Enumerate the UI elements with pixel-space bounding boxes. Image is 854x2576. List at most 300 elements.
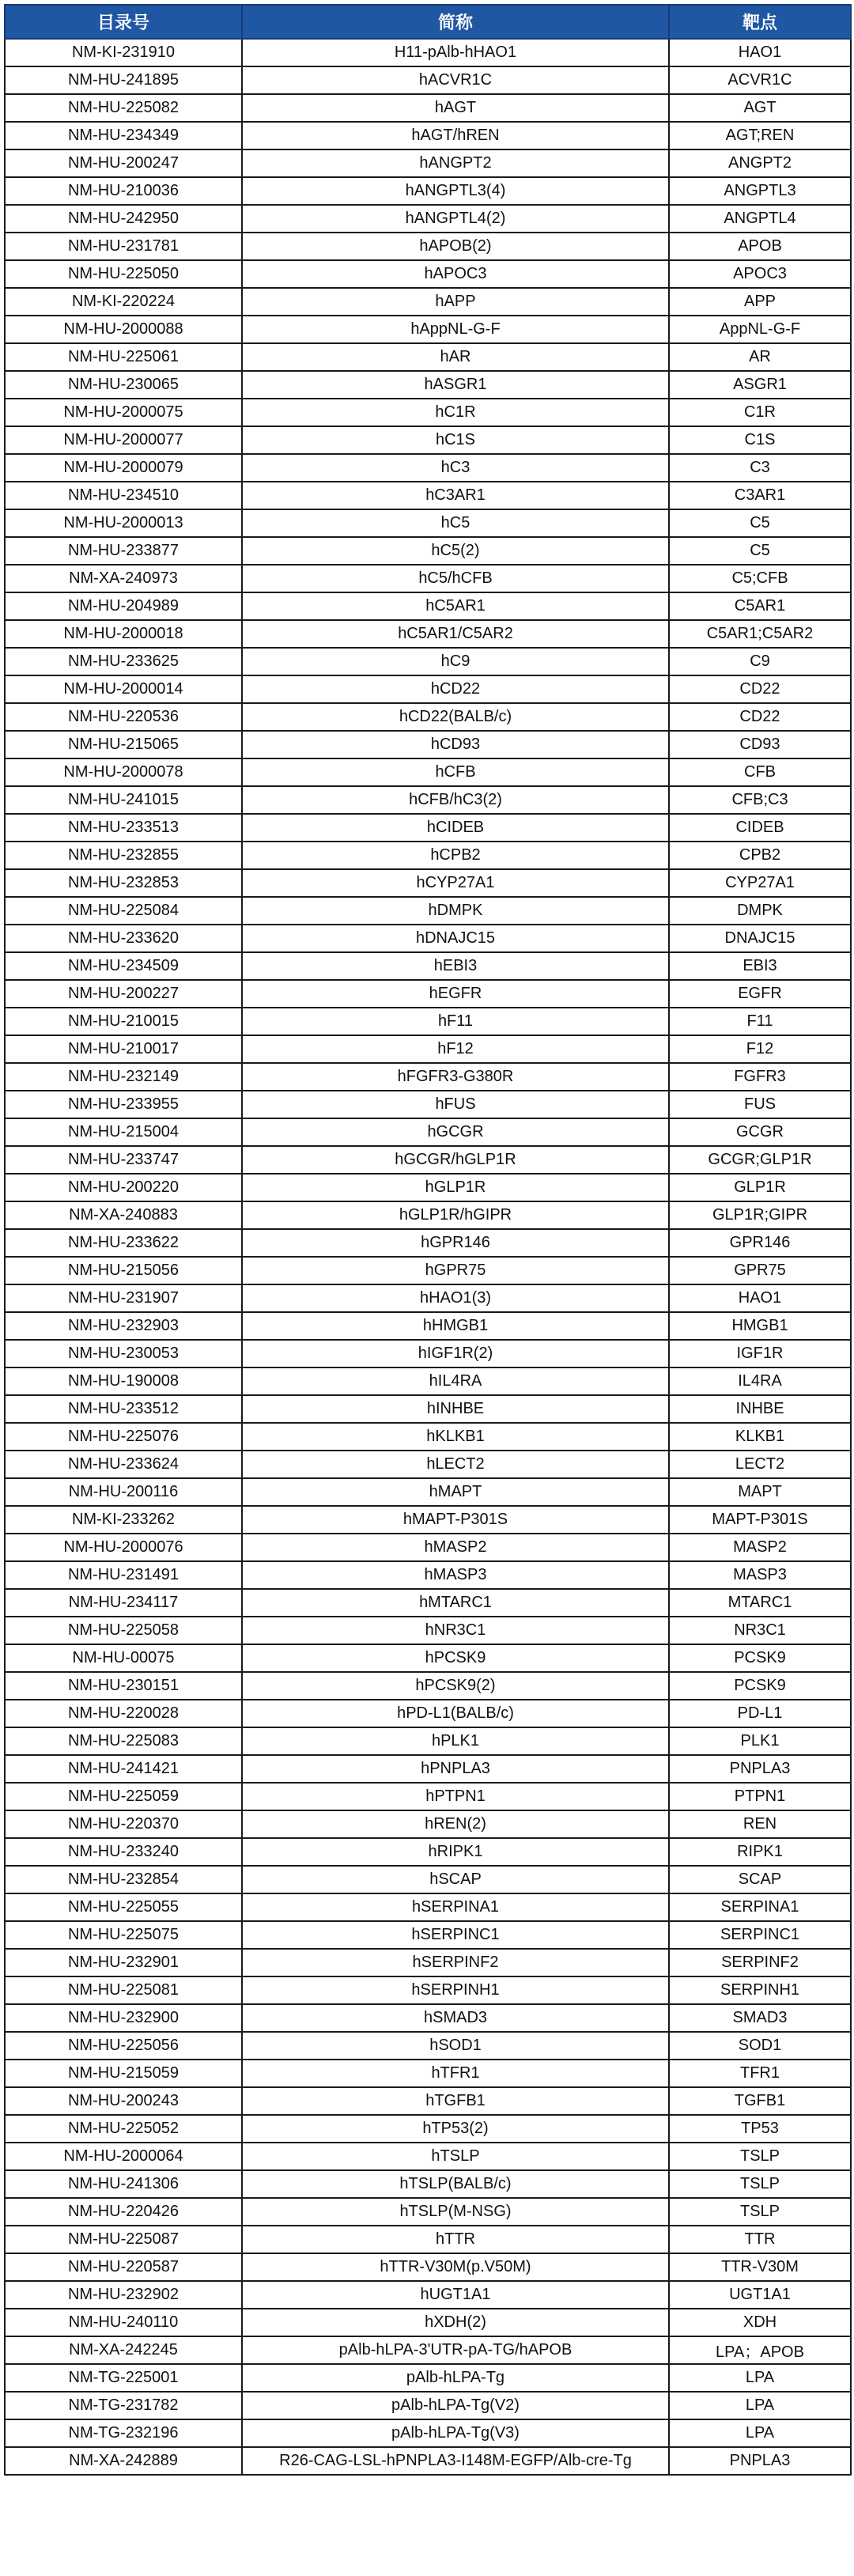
cell-catalog-number: NM-HU-210017 bbox=[5, 1035, 242, 1063]
table-row bbox=[5, 2170, 851, 2198]
cell-target: SERPINF2 bbox=[669, 1949, 851, 1976]
cell-target: GPR146 bbox=[669, 1229, 851, 1257]
cell-target: ANGPT2 bbox=[669, 149, 851, 177]
cell-catalog-number: NM-HU-233620 bbox=[5, 925, 242, 952]
cell-target: XDH bbox=[669, 2309, 851, 2336]
cell-target: SCAP bbox=[669, 1866, 851, 1893]
cell-target: DMPK bbox=[669, 897, 851, 925]
cell-short-name: hC1R bbox=[242, 399, 669, 426]
cell-catalog-number: NM-HU-225052 bbox=[5, 2115, 242, 2143]
cell-catalog-number: NM-HU-230065 bbox=[5, 371, 242, 399]
cell-catalog-number: NM-HU-233513 bbox=[5, 814, 242, 842]
header-short-name: 简称 bbox=[242, 5, 669, 39]
table-row bbox=[5, 2336, 851, 2364]
cell-catalog-number: NM-HU-2000013 bbox=[5, 509, 242, 537]
cell-short-name: hDMPK bbox=[242, 897, 669, 925]
table-row bbox=[5, 1866, 851, 1893]
cell-catalog-number: NM-HU-225058 bbox=[5, 1617, 242, 1644]
cell-catalog-number: NM-HU-232900 bbox=[5, 2004, 242, 2032]
table-row bbox=[5, 2447, 851, 2475]
cell-target: SERPINC1 bbox=[669, 1921, 851, 1949]
table-row bbox=[5, 925, 851, 952]
cell-target: MTARC1 bbox=[669, 1589, 851, 1617]
table-row bbox=[5, 1035, 851, 1063]
cell-target: TSLP bbox=[669, 2143, 851, 2170]
table-row bbox=[5, 260, 851, 288]
cell-target: ANGPTL4 bbox=[669, 205, 851, 233]
cell-short-name: hHAO1(3) bbox=[242, 1284, 669, 1312]
cell-target: CD93 bbox=[669, 731, 851, 758]
table-row bbox=[5, 648, 851, 675]
cell-short-name: hCIDEB bbox=[242, 814, 669, 842]
table-row bbox=[5, 1146, 851, 1174]
cell-catalog-number: NM-HU-200247 bbox=[5, 149, 242, 177]
cell-short-name: hEBI3 bbox=[242, 952, 669, 980]
cell-short-name: hTSLP bbox=[242, 2143, 669, 2170]
cell-catalog-number: NM-HU-230053 bbox=[5, 1340, 242, 1367]
cell-short-name: hSERPINF2 bbox=[242, 1949, 669, 1976]
cell-catalog-number: NM-HU-215004 bbox=[5, 1118, 242, 1146]
cell-short-name: hREN(2) bbox=[242, 1810, 669, 1838]
cell-short-name: hIL4RA bbox=[242, 1367, 669, 1395]
cell-target: APOB bbox=[669, 233, 851, 260]
cell-catalog-number: NM-HU-232854 bbox=[5, 1866, 242, 1893]
cell-target: MASP3 bbox=[669, 1561, 851, 1589]
cell-catalog-number: NM-HU-232853 bbox=[5, 869, 242, 897]
cell-catalog-number: NM-HU-241015 bbox=[5, 786, 242, 814]
cell-short-name: hPLK1 bbox=[242, 1727, 669, 1755]
cell-catalog-number: NM-HU-232903 bbox=[5, 1312, 242, 1340]
table-row bbox=[5, 592, 851, 620]
cell-catalog-number: NM-XA-242889 bbox=[5, 2447, 242, 2475]
cell-short-name: hANGPTL4(2) bbox=[242, 205, 669, 233]
cell-target: TTR-V30M bbox=[669, 2253, 851, 2281]
cell-catalog-number: NM-HU-241421 bbox=[5, 1755, 242, 1783]
cell-short-name: hACVR1C bbox=[242, 66, 669, 94]
cell-catalog-number: NM-XA-242245 bbox=[5, 2336, 242, 2364]
table-row bbox=[5, 620, 851, 648]
cell-target: GCGR bbox=[669, 1118, 851, 1146]
cell-target: CD22 bbox=[669, 703, 851, 731]
cell-target: TSLP bbox=[669, 2198, 851, 2226]
cell-catalog-number: NM-HU-190008 bbox=[5, 1367, 242, 1395]
table-row bbox=[5, 177, 851, 205]
cell-catalog-number: NM-HU-234349 bbox=[5, 122, 242, 149]
cell-target: APOC3 bbox=[669, 260, 851, 288]
cell-short-name: hMAPT-P301S bbox=[242, 1506, 669, 1534]
cell-catalog-number: NM-HU-241306 bbox=[5, 2170, 242, 2198]
cell-short-name: hGCGR/hGLP1R bbox=[242, 1146, 669, 1174]
table-row bbox=[5, 1451, 851, 1478]
cell-catalog-number: NM-HU-232855 bbox=[5, 842, 242, 869]
cell-short-name: hKLKB1 bbox=[242, 1423, 669, 1451]
cell-short-name: hCFB bbox=[242, 758, 669, 786]
table-row bbox=[5, 94, 851, 122]
cell-catalog-number: NM-XA-240883 bbox=[5, 1201, 242, 1229]
cell-target: C5AR1;C5AR2 bbox=[669, 620, 851, 648]
table-row bbox=[5, 731, 851, 758]
cell-catalog-number: NM-TG-231782 bbox=[5, 2392, 242, 2419]
cell-catalog-number: NM-HU-233955 bbox=[5, 1091, 242, 1118]
table-row bbox=[5, 2004, 851, 2032]
cell-catalog-number: NM-HU-233625 bbox=[5, 648, 242, 675]
cell-catalog-number: NM-HU-233877 bbox=[5, 537, 242, 565]
cell-target: SOD1 bbox=[669, 2032, 851, 2060]
cell-short-name: hSERPINC1 bbox=[242, 1921, 669, 1949]
cell-short-name: hCFB/hC3(2) bbox=[242, 786, 669, 814]
cell-target: ANGPTL3 bbox=[669, 177, 851, 205]
cell-short-name: hCYP27A1 bbox=[242, 869, 669, 897]
table-row bbox=[5, 1672, 851, 1700]
table-row bbox=[5, 2198, 851, 2226]
table-row bbox=[5, 1118, 851, 1146]
cell-target: PCSK9 bbox=[669, 1644, 851, 1672]
cell-target: C5AR1 bbox=[669, 592, 851, 620]
cell-short-name: hCD22(BALB/c) bbox=[242, 703, 669, 731]
cell-short-name: hANGPTL3(4) bbox=[242, 177, 669, 205]
table-row bbox=[5, 2060, 851, 2087]
cell-short-name: pAlb-hLPA-3'UTR-pA-TG/hAPOB bbox=[242, 2336, 669, 2364]
cell-target: EGFR bbox=[669, 980, 851, 1008]
table-row bbox=[5, 1257, 851, 1284]
table-row bbox=[5, 1478, 851, 1506]
cell-catalog-number: NM-HU-2000014 bbox=[5, 675, 242, 703]
cell-target: LPA bbox=[669, 2364, 851, 2392]
cell-short-name: hFGFR3-G380R bbox=[242, 1063, 669, 1091]
table-row bbox=[5, 786, 851, 814]
cell-catalog-number: NM-HU-233240 bbox=[5, 1838, 242, 1866]
cell-catalog-number: NM-KI-231910 bbox=[5, 39, 242, 66]
cell-short-name: hTFR1 bbox=[242, 2060, 669, 2087]
table-row bbox=[5, 1921, 851, 1949]
cell-catalog-number: NM-HU-225084 bbox=[5, 897, 242, 925]
cell-target: SERPINH1 bbox=[669, 1976, 851, 2004]
cell-catalog-number: NM-HU-2000079 bbox=[5, 454, 242, 482]
table-row bbox=[5, 122, 851, 149]
cell-target: DNAJC15 bbox=[669, 925, 851, 952]
table-row bbox=[5, 1008, 851, 1035]
cell-short-name: hUGT1A1 bbox=[242, 2281, 669, 2309]
table-row bbox=[5, 2032, 851, 2060]
cell-catalog-number: NM-HU-210015 bbox=[5, 1008, 242, 1035]
cell-short-name: hFUS bbox=[242, 1091, 669, 1118]
cell-target: LPA bbox=[669, 2419, 851, 2447]
cell-catalog-number: NM-HU-225059 bbox=[5, 1783, 242, 1810]
cell-catalog-number: NM-TG-225001 bbox=[5, 2364, 242, 2392]
cell-target: AGT bbox=[669, 94, 851, 122]
cell-target: CFB;C3 bbox=[669, 786, 851, 814]
cell-target: HAO1 bbox=[669, 1284, 851, 1312]
cell-short-name: hSMAD3 bbox=[242, 2004, 669, 2032]
cell-catalog-number: NM-HU-2000064 bbox=[5, 2143, 242, 2170]
cell-target: PD-L1 bbox=[669, 1700, 851, 1727]
cell-catalog-number: NM-HU-2000078 bbox=[5, 758, 242, 786]
cell-catalog-number: NM-HU-232149 bbox=[5, 1063, 242, 1091]
cell-target: ACVR1C bbox=[669, 66, 851, 94]
cell-target: HMGB1 bbox=[669, 1312, 851, 1340]
cell-catalog-number: NM-HU-231907 bbox=[5, 1284, 242, 1312]
cell-short-name: hSCAP bbox=[242, 1866, 669, 1893]
cell-short-name: hC5(2) bbox=[242, 537, 669, 565]
cell-target: PNPLA3 bbox=[669, 2447, 851, 2475]
cell-target: TGFB1 bbox=[669, 2087, 851, 2115]
cell-target: TSLP bbox=[669, 2170, 851, 2198]
cell-catalog-number: NM-HU-2000077 bbox=[5, 426, 242, 454]
cell-target: LPA bbox=[669, 2392, 851, 2419]
table-row bbox=[5, 1893, 851, 1921]
cell-short-name: hINHBE bbox=[242, 1395, 669, 1423]
cell-catalog-number: NM-HU-200116 bbox=[5, 1478, 242, 1506]
cell-target: UGT1A1 bbox=[669, 2281, 851, 2309]
cell-catalog-number: NM-HU-220587 bbox=[5, 2253, 242, 2281]
cell-target: SERPINA1 bbox=[669, 1893, 851, 1921]
table-row bbox=[5, 2087, 851, 2115]
table-row bbox=[5, 897, 851, 925]
table-row bbox=[5, 1617, 851, 1644]
cell-short-name: hSERPINA1 bbox=[242, 1893, 669, 1921]
table-row bbox=[5, 2226, 851, 2253]
table-row bbox=[5, 980, 851, 1008]
cell-short-name: hRIPK1 bbox=[242, 1838, 669, 1866]
cell-short-name: hIGF1R(2) bbox=[242, 1340, 669, 1367]
cell-catalog-number: NM-HU-200220 bbox=[5, 1174, 242, 1201]
cell-short-name: hGCGR bbox=[242, 1118, 669, 1146]
cell-short-name: hPTPN1 bbox=[242, 1783, 669, 1810]
table-row bbox=[5, 371, 851, 399]
table-row bbox=[5, 316, 851, 343]
cell-target: CFB bbox=[669, 758, 851, 786]
cell-catalog-number: NM-HU-225083 bbox=[5, 1727, 242, 1755]
cell-catalog-number: NM-HU-225056 bbox=[5, 2032, 242, 2060]
cell-target: MASP2 bbox=[669, 1534, 851, 1561]
cell-target: TTR bbox=[669, 2226, 851, 2253]
table-row bbox=[5, 2309, 851, 2336]
table-row bbox=[5, 952, 851, 980]
cell-short-name: hTP53(2) bbox=[242, 2115, 669, 2143]
cell-short-name: hSERPINH1 bbox=[242, 1976, 669, 2004]
header-target: 靶点 bbox=[669, 5, 851, 39]
cell-target: GPR75 bbox=[669, 1257, 851, 1284]
cell-target: C5;CFB bbox=[669, 565, 851, 592]
cell-target: AR bbox=[669, 343, 851, 371]
cell-target: AGT;REN bbox=[669, 122, 851, 149]
table-row bbox=[5, 565, 851, 592]
cell-catalog-number: NM-HU-200227 bbox=[5, 980, 242, 1008]
cell-catalog-number: NM-HU-215059 bbox=[5, 2060, 242, 2087]
table-row bbox=[5, 1340, 851, 1367]
cell-short-name: hPD-L1(BALB/c) bbox=[242, 1700, 669, 1727]
cell-catalog-number: NM-HU-2000075 bbox=[5, 399, 242, 426]
table-row bbox=[5, 537, 851, 565]
cell-target: INHBE bbox=[669, 1395, 851, 1423]
cell-catalog-number: NM-TG-232196 bbox=[5, 2419, 242, 2447]
cell-target: CIDEB bbox=[669, 814, 851, 842]
cell-short-name: hPNPLA3 bbox=[242, 1755, 669, 1783]
cell-target: APP bbox=[669, 288, 851, 316]
table-row bbox=[5, 66, 851, 94]
cell-target: GCGR;GLP1R bbox=[669, 1146, 851, 1174]
cell-catalog-number: NM-HU-225061 bbox=[5, 343, 242, 371]
table-row bbox=[5, 1838, 851, 1866]
cell-catalog-number: NM-HU-231781 bbox=[5, 233, 242, 260]
cell-catalog-number: NM-HU-225050 bbox=[5, 260, 242, 288]
cell-target: RIPK1 bbox=[669, 1838, 851, 1866]
cell-catalog-number: NM-HU-233624 bbox=[5, 1451, 242, 1478]
cell-short-name: hAppNL-G-F bbox=[242, 316, 669, 343]
table-row bbox=[5, 1589, 851, 1617]
cell-catalog-number: NM-HU-225082 bbox=[5, 94, 242, 122]
table-row bbox=[5, 454, 851, 482]
cell-short-name: hGLP1R bbox=[242, 1174, 669, 1201]
cell-target: AppNL-G-F bbox=[669, 316, 851, 343]
cell-target: EBI3 bbox=[669, 952, 851, 980]
cell-catalog-number: NM-HU-242950 bbox=[5, 205, 242, 233]
catalog-table-container bbox=[4, 4, 850, 2476]
cell-short-name: hPCSK9(2) bbox=[242, 1672, 669, 1700]
table-header bbox=[5, 5, 851, 39]
table-row bbox=[5, 869, 851, 897]
table-row bbox=[5, 288, 851, 316]
cell-short-name: hC1S bbox=[242, 426, 669, 454]
cell-short-name: hCD22 bbox=[242, 675, 669, 703]
table-row bbox=[5, 703, 851, 731]
table-row bbox=[5, 2281, 851, 2309]
table-row bbox=[5, 1201, 851, 1229]
cell-target: CD22 bbox=[669, 675, 851, 703]
cell-short-name: hLECT2 bbox=[242, 1451, 669, 1478]
table-row bbox=[5, 426, 851, 454]
table-row bbox=[5, 2143, 851, 2170]
cell-target: HAO1 bbox=[669, 39, 851, 66]
table-row bbox=[5, 2419, 851, 2447]
cell-catalog-number: NM-HU-00075 bbox=[5, 1644, 242, 1672]
cell-short-name: hAGT bbox=[242, 94, 669, 122]
cell-short-name: hMASP3 bbox=[242, 1561, 669, 1589]
cell-target: GLP1R bbox=[669, 1174, 851, 1201]
table-row bbox=[5, 1755, 851, 1783]
cell-short-name: hGPR146 bbox=[242, 1229, 669, 1257]
cell-catalog-number: NM-KI-233262 bbox=[5, 1506, 242, 1534]
cell-short-name: hC5AR1/C5AR2 bbox=[242, 620, 669, 648]
cell-target: MAPT-P301S bbox=[669, 1506, 851, 1534]
cell-catalog-number: NM-HU-220028 bbox=[5, 1700, 242, 1727]
cell-target: PLK1 bbox=[669, 1727, 851, 1755]
cell-target: C9 bbox=[669, 648, 851, 675]
cell-catalog-number: NM-HU-220536 bbox=[5, 703, 242, 731]
cell-short-name: hAR bbox=[242, 343, 669, 371]
table-row bbox=[5, 2364, 851, 2392]
cell-target: FGFR3 bbox=[669, 1063, 851, 1091]
cell-target: MAPT bbox=[669, 1478, 851, 1506]
cell-catalog-number: NM-XA-240973 bbox=[5, 565, 242, 592]
cell-catalog-number: NM-HU-204989 bbox=[5, 592, 242, 620]
cell-short-name: hF12 bbox=[242, 1035, 669, 1063]
cell-target: PCSK9 bbox=[669, 1672, 851, 1700]
cell-short-name: hSOD1 bbox=[242, 2032, 669, 2060]
cell-catalog-number: NM-HU-215065 bbox=[5, 731, 242, 758]
header-catalog-number: 目录号 bbox=[5, 5, 242, 39]
cell-catalog-number: NM-HU-200243 bbox=[5, 2087, 242, 2115]
table-row bbox=[5, 1949, 851, 1976]
cell-target: SMAD3 bbox=[669, 2004, 851, 2032]
table-row bbox=[5, 1395, 851, 1423]
cell-target: GLP1R;GIPR bbox=[669, 1201, 851, 1229]
cell-catalog-number: NM-HU-233622 bbox=[5, 1229, 242, 1257]
cell-target: CPB2 bbox=[669, 842, 851, 869]
table-row bbox=[5, 814, 851, 842]
cell-short-name: pAlb-hLPA-Tg(V2) bbox=[242, 2392, 669, 2419]
cell-catalog-number: NM-HU-210036 bbox=[5, 177, 242, 205]
cell-short-name: hC5 bbox=[242, 509, 669, 537]
cell-target: C1S bbox=[669, 426, 851, 454]
table-row bbox=[5, 1700, 851, 1727]
table-row bbox=[5, 399, 851, 426]
cell-target: CYP27A1 bbox=[669, 869, 851, 897]
cell-catalog-number: NM-HU-225075 bbox=[5, 1921, 242, 1949]
cell-short-name: hMAPT bbox=[242, 1478, 669, 1506]
cell-target: PNPLA3 bbox=[669, 1755, 851, 1783]
cell-target: TFR1 bbox=[669, 2060, 851, 2087]
cell-short-name: pAlb-hLPA-Tg bbox=[242, 2364, 669, 2392]
cell-short-name: R26-CAG-LSL-hPNPLA3-I148M-EGFP/Alb-cre-Tg bbox=[242, 2447, 669, 2475]
cell-catalog-number: NM-HU-233512 bbox=[5, 1395, 242, 1423]
cell-target: IGF1R bbox=[669, 1340, 851, 1367]
header-row bbox=[5, 5, 851, 39]
cell-short-name: hAPP bbox=[242, 288, 669, 316]
table-body bbox=[5, 39, 851, 2475]
table-row bbox=[5, 1644, 851, 1672]
table-row bbox=[5, 1423, 851, 1451]
cell-catalog-number: NM-HU-2000076 bbox=[5, 1534, 242, 1561]
cell-catalog-number: NM-HU-220426 bbox=[5, 2198, 242, 2226]
cell-short-name: hC5AR1 bbox=[242, 592, 669, 620]
cell-target: C5 bbox=[669, 537, 851, 565]
cell-short-name: hMASP2 bbox=[242, 1534, 669, 1561]
cell-short-name: hC3 bbox=[242, 454, 669, 482]
cell-catalog-number: NM-HU-225087 bbox=[5, 2226, 242, 2253]
cell-target: F12 bbox=[669, 1035, 851, 1063]
cell-short-name: hEGFR bbox=[242, 980, 669, 1008]
cell-catalog-number: NM-HU-234510 bbox=[5, 482, 242, 509]
table-row bbox=[5, 1091, 851, 1118]
cell-short-name: hAGT/hREN bbox=[242, 122, 669, 149]
cell-short-name: hTTR-V30M(p.V50M) bbox=[242, 2253, 669, 2281]
table-row bbox=[5, 149, 851, 177]
cell-catalog-number: NM-HU-2000088 bbox=[5, 316, 242, 343]
cell-short-name: hASGR1 bbox=[242, 371, 669, 399]
cell-target: F11 bbox=[669, 1008, 851, 1035]
cell-catalog-number: NM-HU-241895 bbox=[5, 66, 242, 94]
cell-target: IL4RA bbox=[669, 1367, 851, 1395]
cell-target: PTPN1 bbox=[669, 1783, 851, 1810]
table-row bbox=[5, 1506, 851, 1534]
table-row bbox=[5, 1534, 851, 1561]
cell-target: REN bbox=[669, 1810, 851, 1838]
table-row bbox=[5, 2253, 851, 2281]
cell-target: C5 bbox=[669, 509, 851, 537]
table-row bbox=[5, 1976, 851, 2004]
cell-catalog-number: NM-HU-215056 bbox=[5, 1257, 242, 1284]
cell-catalog-number: NM-HU-231491 bbox=[5, 1561, 242, 1589]
cell-short-name: pAlb-hLPA-Tg(V3) bbox=[242, 2419, 669, 2447]
table-row bbox=[5, 482, 851, 509]
cell-catalog-number: NM-HU-230151 bbox=[5, 1672, 242, 1700]
cell-catalog-number: NM-HU-2000018 bbox=[5, 620, 242, 648]
cell-catalog-number: NM-HU-225081 bbox=[5, 1976, 242, 2004]
table-row bbox=[5, 2392, 851, 2419]
cell-target: C3 bbox=[669, 454, 851, 482]
table-row bbox=[5, 343, 851, 371]
